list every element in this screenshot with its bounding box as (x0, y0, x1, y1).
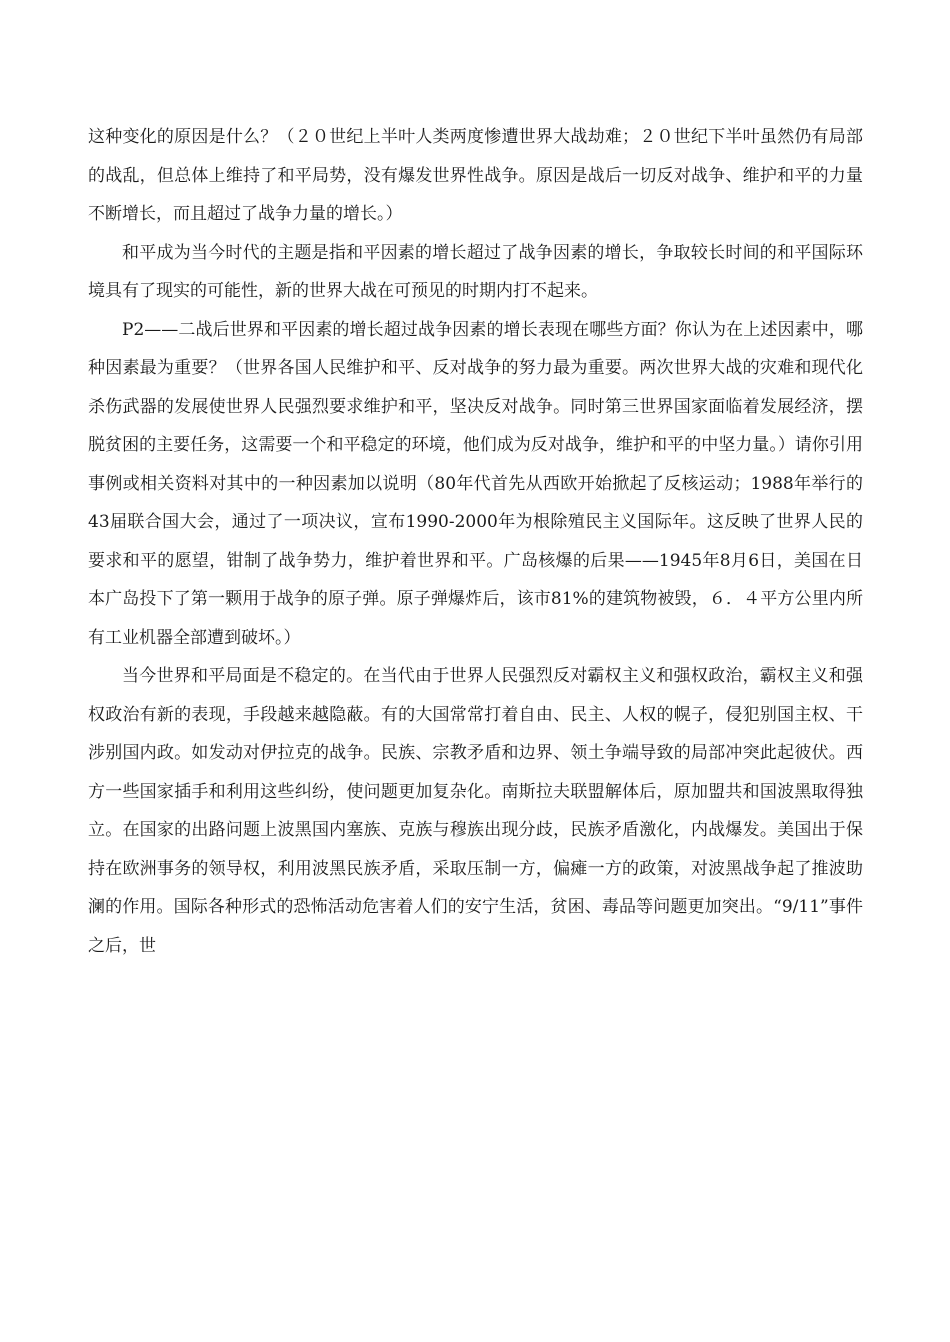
paragraph-p2-question: P2——二战后世界和平因素的增长超过战争因素的增长表现在哪些方面？你认为在上述因素中，哪种因素最为重要？（世界各国人民维护和平、反对战争的努力最为重要。两次世界大战的灾难和现代化杀伤武器的发展使世界人民强烈要求维护和平，坚决反对战争。同时第三世界国家面临着发展经济，摆脱贫困的主要任务，这需要一个和平稳定的环境，他们成为反对战争，维护和平的中坚力量。）请你引用事例或相关资料对其中的一种因素加以说明（80年代首先从西欧开始掀起了反核运动；1988年举行的43届联合国大会，通过了一项决议，宣布1990-2000年为根除殖民主义国际年。这反映了世界人民的要求和平的愿望，钳制了战争势力，维护着世界和平。广岛核爆的后果——1945年8月6日，美国在日本广岛投下了第一颗用于战争的原子弹。原子弹爆炸后，该市81%的建筑物被毁，６．４平方公里内所有工业机器全部遭到破坏。） (88, 319, 863, 648)
document-body (88, 118, 863, 965)
paragraph-peace-theme: 和平成为当今时代的主题是指和平因素的增长超过了战争因素的增长，争取较长时间的和平国际环境具有了现实的可能性，新的世界大战在可预见的时期内打不起来。 (88, 242, 863, 301)
paragraph-unstable-peace: 当今世界和平局面是不稳定的。在当代由于世界人民强烈反对霸权主义和强权政治，霸权主义和强权政治有新的表现，手段越来越隐蔽。有的大国常常打着自由、民主、人权的幌子，侵犯别国主权、干涉别国内政。如发动对伊拉克的战争。民族、宗教矛盾和边界、领土争端导致的局部冲突此起彼伏。西方一些国家插手和利用这些纠纷，使问题更加复杂化。南斯拉夫联盟解体后，原加盟共和国波黑取得独立。在国家的出路问题上波黑国内塞族、克族与穆族出现分歧，民族矛盾激化，内战爆发。美国出于保持在欧洲事务的领导权，利用波黑民族矛盾，采取压制一方，偏瘫一方的政策，对波黑战争起了推波助澜的作用。国际各种形式的恐怖活动危害着人们的安宁生活，贫困、毒品等问题更加突出。“9/11”事件之后，世 (88, 666, 863, 956)
paragraph-reason-question: 这种变化的原因是什么？（２０世纪上半叶人类两度惨遭世界大战劫难；２０世纪下半叶虽然仍有局部的战乱，但总体上维持了和平局势，没有爆发世界性战争。原因是战后一切反对战争、维护和平的力量不断增长，而且超过了战争力量的增长。） (88, 127, 863, 224)
